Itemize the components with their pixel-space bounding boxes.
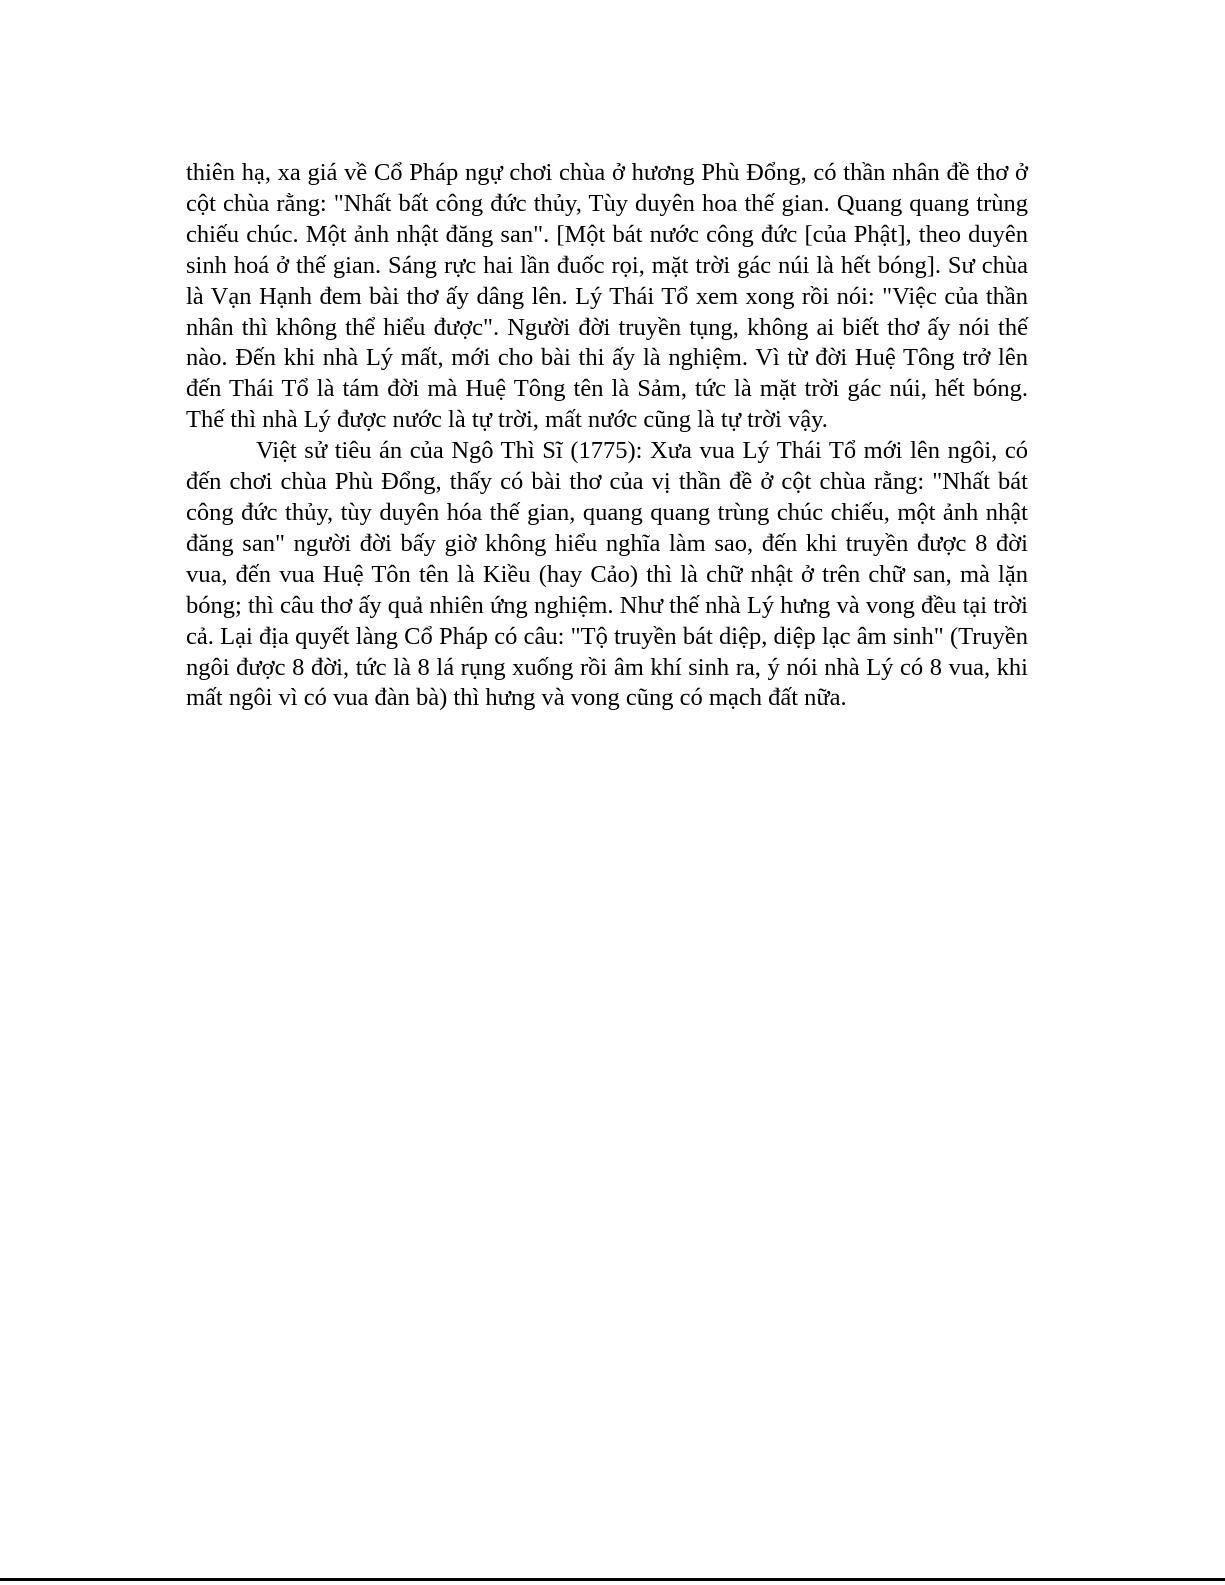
paragraph-continuation: thiên hạ, xa giá về Cổ Pháp ngự chơi chùa ở hương Phù Đổng, có thần nhân đề thơ ở cột chùa rằng: "Nhất bất công đức thủy, Tùy duyên hoa thế gian. Quang quang trùng chiếu chúc. Một ảnh nhật đăng san". [Một bát nước công đức [của Phật], theo duyên sinh hoá ở thế gian. Sáng rực hai lần đuốc rọi, mặt trời gác núi là hết bóng]. Sư chùa là Vạn Hạnh đem bài thơ ấy dâng lên. Lý Thái Tổ xem xong rồi nói: "Việc của thần nhân thì không thể hiểu được". Người đời truyền tụng, không ai biết thơ ấy nói thế nào. Đến khi nhà Lý mất, mới cho bài thi ấy là nghiệm. Vì từ đời Huệ Tông trở lên đến Thái Tổ là tám đời mà Huệ Tông tên là Sảm, tức là mặt trời gác núi, hết bóng. Thế thì nhà Lý được nước là tự trời, mất nước cũng là tự trời vậy. [186, 159, 1028, 434]
body-text [186, 158, 1028, 714]
paragraph-viet-su-tieu-an: Việt sử tiêu án của Ngô Thì Sĩ (1775): Xưa vua Lý Thái Tổ mới lên ngôi, có đến chơi chùa Phù Đổng, thấy có bài thơ của vị thần đề ở cột chùa rằng: "Nhất bát công đức thủy, tùy duyên hóa thế gian, quang quang trùng chúc chiếu, một ảnh nhật đăng san" người đời bấy giờ không hiểu nghĩa làm sao, đến khi truyền được 8 đời vua, đến vua Huệ Tôn tên là Kiều (hay Cảo) thì là chữ nhật ở trên chữ san, mà lặn bóng; thì câu thơ ấy quả nhiên ứng nghiệm. Như thế nhà Lý hưng và vong đều tại trời cả. Lại địa quyết làng Cổ Pháp có câu: "Tộ truyền bát diệp, diệp lạc âm sinh" (Truyền ngôi được 8 đời, tức là 8 lá rụng xuống rồi âm khí sinh ra, ý nói nhà Lý có 8 vua, khi mất ngôi vì có vua đàn bà) thì hưng và vong cũng có mạch đất nữa. [186, 437, 1028, 712]
page-bottom-edge [0, 1578, 1225, 1581]
